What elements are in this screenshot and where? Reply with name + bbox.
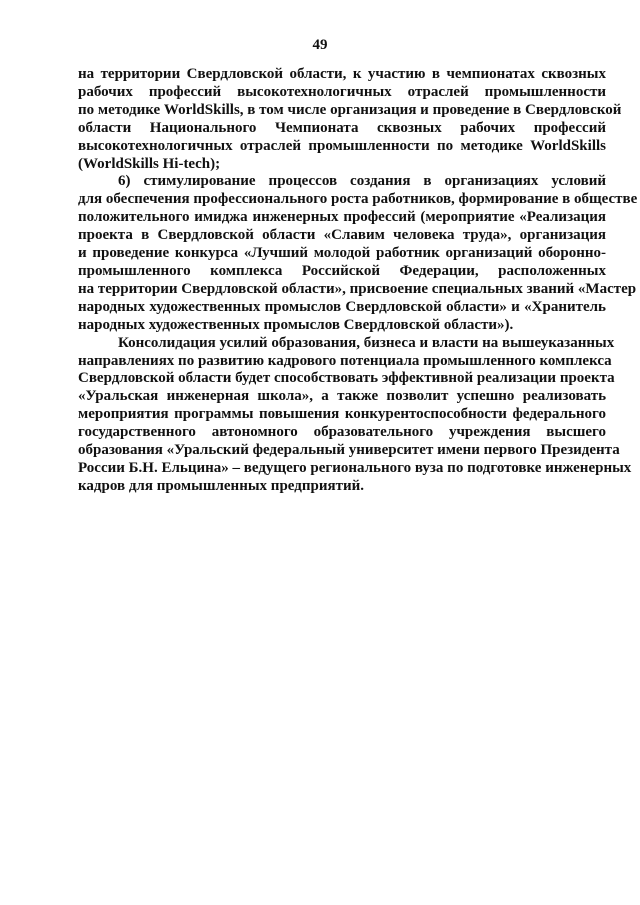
paragraph-consolidation [78, 334, 632, 496]
text-line: на территории Свердловской области, к участию в чемпионатах сквозных [78, 66, 606, 82]
text-line: народных художественных промыслов Свердловской области» и «Хранитель [78, 298, 606, 315]
text-line: народных художественных промыслов Свердловской области»). [78, 316, 514, 333]
text-line: и проведение конкурса «Лучший молодой работник организаций оборонно- [78, 245, 606, 262]
text-line: по методике WorldSkills, в том числе организация и проведение в Свердловской [78, 101, 622, 118]
text-line: рабочих профессий высокотехнологичных отраслей промышленности [78, 83, 606, 100]
text-line: России Б.Н. Ельцина» – ведущего регионального вуза по подготовке инженерных [78, 459, 632, 476]
text-line: «Уральская инженерная школа», а также позволит успешно реализовать [78, 388, 606, 405]
text-line: образования «Уральский федеральный университет имени первого Президента [78, 442, 620, 459]
text-line: кадров для промышленных предприятий. [78, 477, 364, 494]
paragraph-item-6 [78, 173, 638, 334]
text-line: мероприятия программы повышения конкурентоспособности федерального [78, 406, 606, 423]
document-body [78, 66, 638, 496]
text-line: промышленного комплекса Российской Федерации, расположенных [78, 262, 606, 279]
text-line: области Национального Чемпионата сквозных рабочих профессий [78, 119, 606, 136]
text-line: высокотехнологичных отраслей промышленности по методике WorldSkills [78, 137, 606, 154]
text-line: (WorldSkills Hi-tech); [78, 155, 221, 172]
text-line: государственного автономного образовательного учреждения высшего [78, 424, 606, 441]
text-line: проекта в Свердловской области «Славим человека труда», организация [78, 227, 606, 244]
text-line: положительного имиджа инженерных профессий (мероприятие «Реализация [78, 209, 606, 226]
page-number: 49 [312, 37, 328, 53]
text-line: на территории Свердловской области», присвоение специальных званий «Мастер [78, 280, 637, 297]
text-line: направлениях по развитию кадрового потенциала промышленного комплекса [78, 352, 612, 369]
text-line: для обеспечения профессионального роста работников, формирование в обществе [78, 191, 638, 208]
text-line: Свердловской области будет способствовать эффективной реализации проекта [78, 370, 615, 387]
text-line: Консолидация усилий образования, бизнеса и власти на вышеуказанных [118, 334, 615, 351]
paragraph-worldskills [78, 66, 622, 173]
text-line: 6) стимулирование процессов создания в организациях условий [118, 173, 606, 190]
